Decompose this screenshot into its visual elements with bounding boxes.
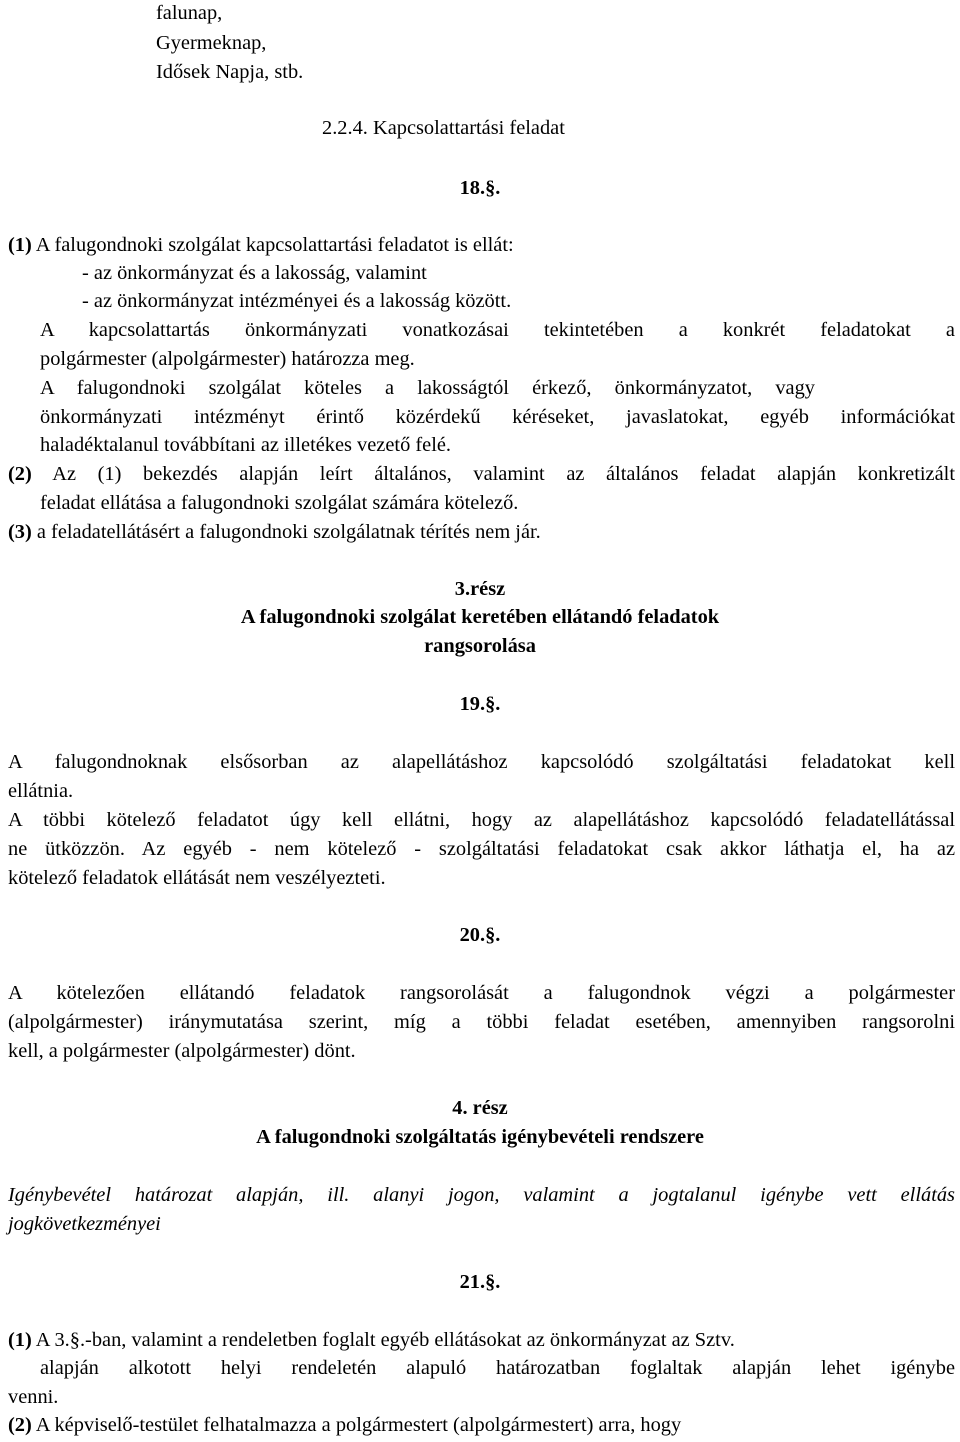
text-line: alapján alkotott helyi rendeletén alapuló határozatban foglaltak alapján lehet igénybe <box>40 1357 955 1379</box>
dash-item: - az önkormányzat intézményei és a lakosság között. <box>82 290 512 312</box>
paragraph-number: 19.§. <box>459 693 501 715</box>
text-line: önkormányzati intézményt érintő közérdekű kéréseket, javaslatokat, egyéb információkat <box>40 406 955 428</box>
paragraph-1: (1) A falugondnoki szolgálat kapcsolattartási feladatot is ellát: <box>8 234 514 256</box>
part-number: 3.rész <box>454 578 506 600</box>
list-item: falunap, <box>156 2 223 24</box>
text-line: A kötelezően ellátandó feladatok rangsorolását a falugondnok végzi a polgármester <box>8 982 955 1004</box>
text-line: polgármester (alpolgármester) határozza meg. <box>40 348 415 370</box>
list-item: Idősek Napja, stb. <box>156 61 304 83</box>
part-title: rangsorolása <box>424 635 536 657</box>
list-item: Gyermeknap, <box>156 32 267 54</box>
text-line: haladéktalanul továbbítani az illetékes vezető felé. <box>40 434 452 456</box>
text-line: A többi kötelező feladatot úgy kell ellátni, hogy az alapellátáshoz kapcsolódó feladatellátással <box>8 809 955 831</box>
text-line: A falugondnoki szolgálat köteles a lakosságtól érkező, önkormányzatot, vagy <box>40 377 815 399</box>
part-number: 4. rész <box>452 1097 508 1119</box>
text-line: A falugondnoknak elsősorban az alapellátáshoz kapcsolódó szolgáltatási feladatokat kell <box>8 751 955 773</box>
paragraph-number: 18.§. <box>459 177 501 199</box>
part-title: A falugondnoki szolgálat keretében ellátandó feladatok <box>240 606 720 628</box>
text-line: kell, a polgármester (alpolgármester) dönt. <box>8 1040 356 1062</box>
dash-item: - az önkormányzat és a lakosság, valamint <box>82 262 427 284</box>
paragraph-2: (2) Az (1) bekezdés alapján leírt általános, valamint az általános feladat alapján konkretizált <box>8 463 955 485</box>
paragraph-1: (1) A 3.§.-ban, valamint a rendeletben foglalt egyéb ellátásokat az önkormányzat az Sztv. <box>8 1329 735 1351</box>
section-heading: 2.2.4. Kapcsolattartási feladat <box>322 117 565 139</box>
text-line: kötelező feladatok ellátását nem veszélyezteti. <box>8 867 386 889</box>
paragraph-number: 20.§. <box>459 924 501 946</box>
paragraph-number: 21.§. <box>459 1271 501 1293</box>
text-line: ellátnia. <box>8 780 74 802</box>
paragraph-3: (3) a feladatellátásért a falugondnoki szolgálatnak térítés nem jár. <box>8 521 541 543</box>
part-title: A falugondnoki szolgáltatás igénybevételi rendszere <box>256 1126 704 1148</box>
italic-heading: Igénybevétel határozat alapján, ill. alanyi jogon, valamint a jogtalanul igénybe vett ellátás <box>8 1184 955 1206</box>
text-line: (alpolgármester) iránymutatása szerint, míg a többi feladat esetében, amennyiben rangsorolni <box>8 1011 955 1033</box>
italic-heading: jogkövetkezményei <box>8 1213 161 1235</box>
text-line: ne ütközzön. Az egyéb - nem kötelező - szolgáltatási feladatokat csak akkor láthatja el, ha az <box>8 838 955 860</box>
text-line: venni. <box>8 1386 59 1408</box>
text-line: A kapcsolattartás önkormányzati vonatkozásai tekintetében a konkrét feladatokat a <box>40 319 955 341</box>
text-line: feladat ellátása a falugondnoki szolgálat számára kötelező. <box>40 492 519 514</box>
paragraph-2: (2) A képviselő-testület felhatalmazza a polgármestert (alpolgármestert) arra, hogy <box>8 1414 682 1436</box>
